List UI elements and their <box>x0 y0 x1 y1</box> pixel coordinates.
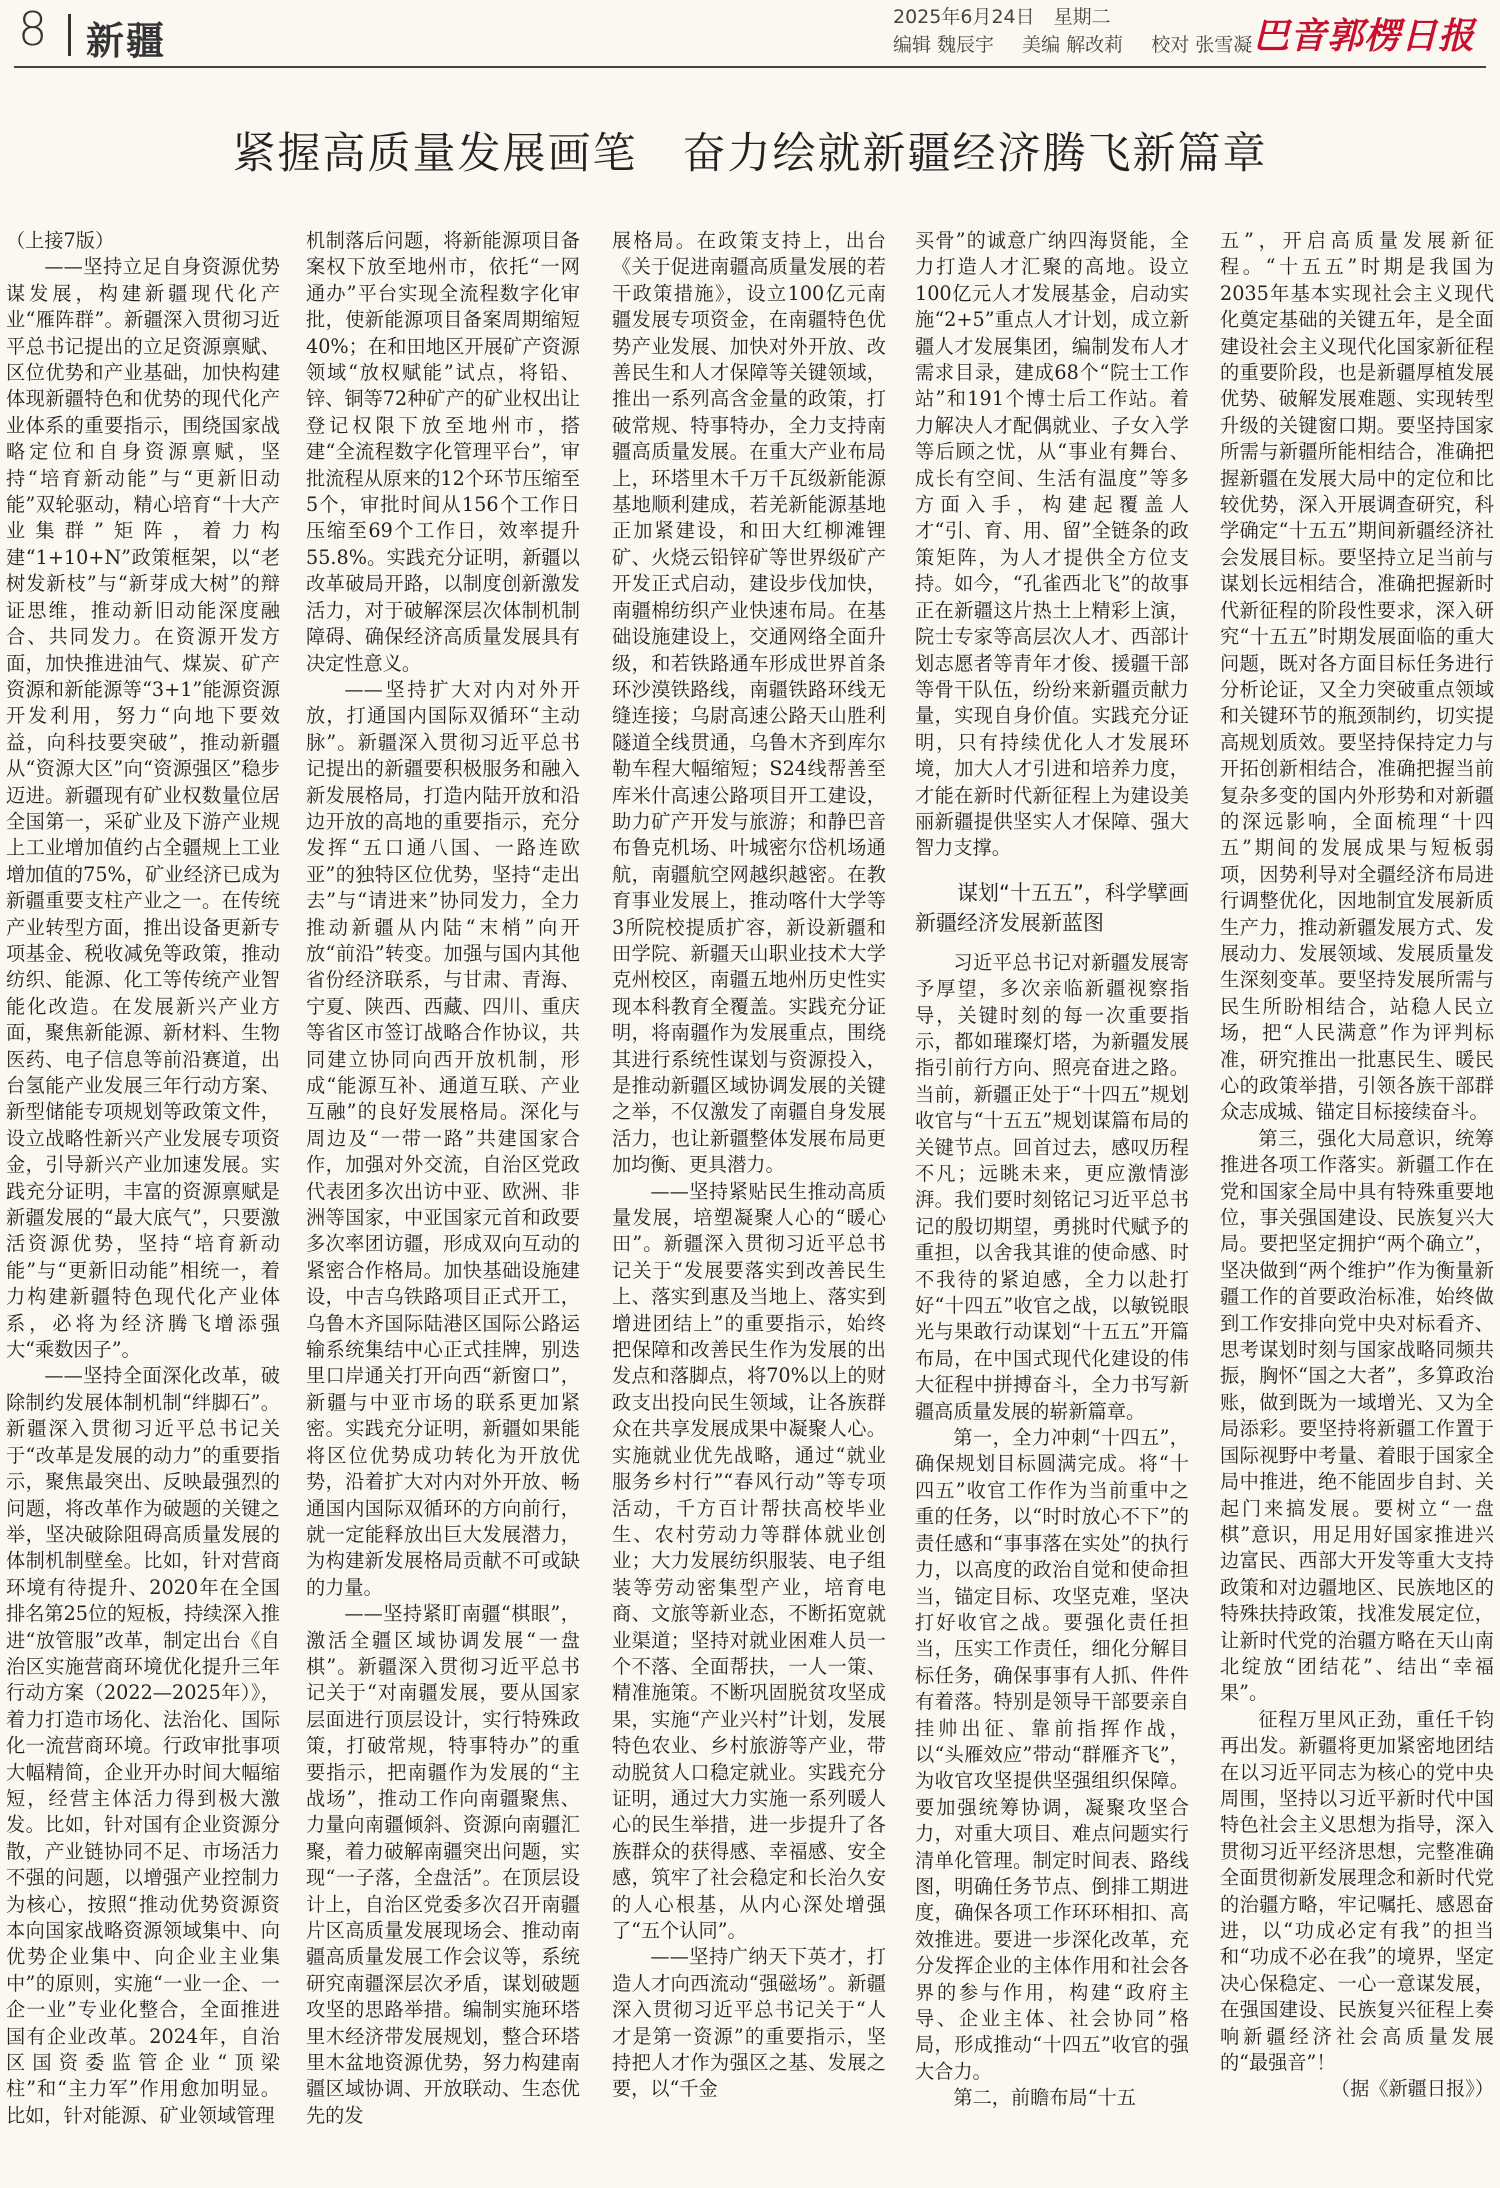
article-column-3 <box>612 228 886 2188</box>
publication-date: 2025年6月24日 星期二 <box>893 6 1111 28</box>
paragraph: ——坚持紧盯南疆“棋眼”，激活全疆区域协调发展“一盘棋”。新疆深入贯彻习近平总书记关于“对南疆发展，要从国家层面进行顶层设计，实行特殊政策，打破常规，特事特办”的重要指示，把南疆作为发展的“主战场”，推动工作向南疆聚焦、力量向南疆倾斜、资源向南疆汇聚，着力破解南疆突出问题，实现“一子落，全盘活”。在顶层设计上，自治区党委多次召开南疆片区高质量发展现场会、推动南疆高质量发展工作会议等，系统研究南疆深层次矛盾，谋划破题攻坚的思路举措。编制实施环塔里木经济带发展规划，整合环塔里木盆地资源优势，努力构建南疆区域协调、开放联动、生态优先的发 <box>306 1602 580 2127</box>
paragraph: ——坚持全面深化改革，破除制约发展体制机制“绊脚石”。新疆深入贯彻习近平总书记关于“改革是发展的动力”的重要指示，聚焦最突出、反映最强烈的问题，将改革作为破题的关键之举，坚决破除阻碍高质量发展的体制机制壁垒。比如，针对营商环境有待提升、2020年在全国排名第25位的短板，持续深入推进“放管服”改革，制定出台《自治区实施营商环境优化提升三年行动方案（2022—2025年）》，着力打造市场化、法治化、国际化一流营商环境。行政审批事项大幅精简，企业开办时间大幅缩短，经营主体活力得到极大激发。比如，针对国有企业资源分散，产业链协同不足、市场活力不强的问题，以增强产业控制力为核心，按照“推动优势资源资本向国家战略资源领域集中、向优势企业集中、向企业主业集中”的原则，实施“一业一企、一企一业”专业化整合，全面推进国有企业改革。2024年，自治区国资委监管企业“顶梁柱”和“主力军”作用愈加明显。比如，针对能源、矿业领域管理 <box>6 1364 280 2127</box>
source-credit: （据《新疆日报》） <box>1330 2077 1494 2101</box>
newspaper-logo: 巴音郭楞日报 <box>1253 15 1476 57</box>
article-column-2 <box>306 228 580 2188</box>
page-header <box>0 0 1500 70</box>
paragraph: 五”，开启高质量发展新征程。“十五五”时期是我国为2035年基本实现社会主义现代化奠定基础的关键五年，是全面建设社会主义现代化国家新征程的重要阶段，也是新疆厚植发展优势、破解发展难题、实现转型升级的关键窗口期。要坚持国家所需与新疆所能相结合，准确把握新疆在发展大局中的定位和比较优势，深入开展调查研究，科学确定“十五五”期间新疆经济社会发展目标。要坚持立足当前与谋划长远相结合，准确把握新时代新征程的阶段性要求，深入研究“十五五”时期发展面临的重大问题，既对各方面目标任务进行分析论证，又全力突破重点领域和关键环节的瓶颈制约，切实提高规划质效。要坚持保持定力与开拓创新相结合，准确把握当前复杂多变的国内外形势和对新疆的深远影响，全面梳理“十四五”期间的发展成果与短板弱项，因势利导对全疆经济布局进行调整优化，因地制宜发展新质生产力，推动新疆发展方式、发展动力、发展领域、发展质量发生深刻变革。要坚持发展所需与民生所盼相结合，站稳人民立场，把“人民满意”作为评判标准，研究推出一批惠民生、暖民心的政策举措，引领各族干部群众志成城、锚定目标接续奋斗。 <box>1220 229 1494 1124</box>
header-rule <box>14 66 1486 68</box>
paragraph: ——坚持扩大对内对外开放，打通国内国际双循环“主动脉”。新疆深入贯彻习近平总书记提出的新疆要积极服务和融入新发展格局，打造内陆开放和沿边开放的高地的重要指示，充分发挥“五口通八国、一路连欧亚”的独特区位优势，坚持“走出去”与“请进来”协同发力，全力推动新疆从内陆“末梢”向开放“前沿”转变。加强与国内其他省份经济联系，与甘肃、青海、宁夏、陕西、西藏、四川、重庆等省区市签订战略合作协议，共同建立协同向西开放机制，形成“能源互补、通道互联、产业互融”的良好发展格局。深化与周边及“一带一路”共建国家合作，加强对外交流，自治区党政代表团多次出访中亚、欧洲、非洲等国家，中亚国家元首和政要多次率团访疆，形成双向互动的紧密合作格局。加快基础设施建设，中吉乌铁路项目正式开工，乌鲁木齐国际陆港区国际公路运输系统集结中心正式挂牌，别迭里口岸通关打开向西“新窗口”，新疆与中亚市场的联系更加紧密。实践充分证明，新疆如果能将区位优势成功转化为开放优势，沿着扩大对内对外开放、畅通国内国际双循环的方向前行，就一定能释放出巨大发展潜力，为构建新发展格局贡献不可或缺的力量。 <box>306 677 580 1599</box>
section-title: 新疆 <box>86 19 167 63</box>
page-number: 8 <box>18 2 48 56</box>
article-headline: 紧握高质量发展画笔 奋力绘就新疆经济腾飞新篇章 <box>232 129 1268 179</box>
article-column-4 <box>915 228 1189 2188</box>
editor-credit: 编辑 魏辰宇 <box>893 34 995 56</box>
paragraph: 第一，全力冲刺“十四五”，确保规划目标圆满完成。将“十四五”收官工作作为当前重中之重的任务，以“时时放心不下”的责任感和“事事落在实处”的执行力，以高度的政治自觉和使命担当，锚定目标、攻坚克难，坚决打好收官之战。要强化责任担当，压实工作责任，细化分解目标任务，确保事事有人抓、件件有着落。特别是领导干部要亲自挂帅出征、靠前指挥作战，以“头雁效应”带动“群雁齐飞”，为收官攻坚提供坚强组织保障。要加强统筹协调，凝聚攻坚合力，对重大项目、难点问题实行清单化管理。制定时间表、路线图，明确任务节点、倒排工期进度，确保各项工作环环相扣、高效推进。要进一步深化改革，充分发挥企业的主体作用和社会各界的参与作用，构建“政府主导、企业主体、社会协同”格局，形成推动“十四五”收官的强大合力。 <box>915 1426 1189 2083</box>
paragraph: 征程万里风正劲，重任千钧再出发。新疆将更加紧密地团结在以习近平同志为核心的党中央周围，坚持以习近平新时代中国特色社会主义思想为指导，深入贯彻习近平经济思想，完整准确全面贯彻新发展理念和新时代党的治疆方略，牢记嘱托、感恩奋进，以“功成必定有我”的担当和“功成不必在我”的境界，坚定决心保稳定、一心一意谋发展，在强国建设、民族复兴征程上奏响新疆经济社会高质量发展的“最强音”！ <box>1220 1707 1494 2075</box>
paragraph: 第二，前瞻布局“十五 <box>953 2086 1136 2110</box>
article-column-5 <box>1220 228 1494 2188</box>
paragraph: ——坚持广纳天下英才，打造人才向西流动“强磁场”。新疆深入贯彻习近平总书记关于“人才是第一资源”的重要指示，坚持把人才作为强区之基、发展之要，以“千金 <box>612 1945 886 2101</box>
section-subheading: 谋划“十五五”，科学擘画新疆经济发展新蓝图 <box>915 880 1189 935</box>
article-column-1 <box>6 228 280 2188</box>
header-divider <box>68 14 71 56</box>
paragraph: ——坚持紧贴民生推动高质量发展，培塑凝聚人心的“暖心田”。新疆深入贯彻习近平总书记关于“发展要落实到改善民生上、落实到惠及当地上、落实到增进团结上”的重要指示，始终把保障和改善民生作为发展的出发点和落脚点，将70%以上的财政支出投向民生领域，让各族群众在共享发展成果中凝聚人心。实施就业优先战略，通过“就业服务乡村行”“春风行动”等专项活动，千方百计帮扶高校毕业生、农村劳动力等群体就业创业；大力发展纺织服装、电子组装等劳动密集型产业，培育电商、文旅等新业态，不断拓宽就业渠道；坚持对就业困难人员一个不落、全面帮扶，一人一策、精准施策。不断巩固脱贫攻坚成果，实施“产业兴村”计划，发展特色农业、乡村旅游等产业，带动脱贫人口稳定就业。实践充分证明，通过大力实施一系列暖人心的民生举措，进一步提升了各族群众的获得感、幸福感、安全感，筑牢了社会稳定和长治久安的人心根基，从内心深处增强了“五个认同”。 <box>612 1179 886 1942</box>
paragraph: 机制落后问题，将新能源项目备案权下放至地州市，依托“一网通办”平台实现全流程数字化审批，使新能源项目备案周期缩短40%；在和田地区开展矿产资源领域“放权赋能”试点，将铅、锌、铜等72种矿产的矿业权出让登记权限下放至地州市，搭建“全流程数字化管理平台”，审批流程从原来的12个环节压缩至5个，审批时间从156个工作日压缩至69个工作日，效率提升55.8%。实践充分证明，新疆以改革破局开路，以制度创新激发活力，对于破解深层次体制机制障碍、确保经济高质量发展具有决定性意义。 <box>306 229 580 675</box>
designer-credit: 美编 解改莉 <box>1022 34 1124 56</box>
paragraph: 买骨”的诚意广纳四海贤能，全力打造人才汇聚的高地。设立100亿元人才发展基金，启动实施“2+5”重点人才计划，成立新疆人才发展集团，编制发布人才需求目录，建成68个“院士工作站”和191个博士后工作站。着力解决人才配偶就业、子女入学等后顾之忧，从“事业有舞台、成长有空间、生活有温度”等多方面入手，构建起覆盖人才“引、育、用、留”全链条的政策矩阵，为人才提供全方位支持。如今，“孔雀西北飞”的故事正在新疆这片热土上精彩上演，院士专家等高层次人才、西部计划志愿者等青年才俊、援疆干部等骨干队伍，纷纷来新疆贡献力量，实现自身价值。实践充分证明，只有持续优化人才发展环境，加大人才引进和培养力度，才能在新时代新征程上为建设美丽新疆提供坚实人才保障、强大智力支撑。 <box>915 229 1189 860</box>
paragraph: 习近平总书记对新疆发展寄予厚望，多次亲临新疆视察指导，关键时刻的每一次重要指示，都如璀璨灯塔，为新疆发展指引前行方向、照亮奋进之路。当前，新疆正处于“十四五”规划收官与“十五五”规划谋篇布局的关键节点。回首过去，感叹历程不凡；远眺未来，更应激情澎湃。我们要时刻铭记习近平总书记的殷切期望，勇挑时代赋予的重担，以舍我其谁的使命感、时不我待的紧迫感，全力以赴打好“十四五”收官之战，以敏锐眼光与果敢行动谋划“十五五”开篇布局，在中国式现代化建设的伟大征程中拼搏奋斗，全力书写新疆高质量发展的崭新篇章。 <box>915 950 1189 1423</box>
paragraph: 第三，强化大局意识，统筹推进各项工作落实。新疆工作在党和国家全局中具有特殊重要地位，事关强国建设、民族复兴大局。要把坚定拥护“两个确立”，坚决做到“两个维护”作为衡量新疆工作的首要政治标准，始终做到工作安排向党中央对标看齐、思考谋划时刻与国家战略同频共振，胸怀“国之大者”，多算政治账，做到既为一域增光、又为全局添彩。要坚持将新疆工作置于国际视野中考量、着眼于国家全局中推进，绝不能固步自封、关起门来搞发展。要树立“一盘棋”意识，用足用好国家推进兴边富民、西部大开发等重大支持政策和对边疆地区、民族地区的特殊扶持政策，找准发展定位，让新时代党的治疆方略在天山南北绽放“团结花”、结出“幸福果”。 <box>1220 1126 1494 1705</box>
paragraph: ——坚持立足自身资源优势谋发展，构建新疆现代化产业“雁阵群”。新疆深入贯彻习近平总书记提出的立足资源禀赋、区位优势和产业基础，加快构建体现新疆特色和优势的现代化产业体系的重要指示，围绕国家战略定位和自身资源禀赋，坚持“培育新动能”与“更新旧动能”双轮驱动，精心培育“十大产业集群”矩阵，着力构建“1+10+N”政策框架，以“老树发新枝”与“新芽成大树”的辩证思维，推动新旧动能深度融合、共同发力。在资源开发方面，加快推进油气、煤炭、矿产资源和新能源等“3+1”能源资源开发利用，努力“向地下要效益，向科技要突破”，推动新疆从“资源大区”向“资源强区”稳步迈进。新疆现有矿业权数量位居全国第一，采矿业及下游产业规上工业增加值约占全疆规上工业增加值的75%，矿业经济已成为新疆重要支柱产业之一。在传统产业转型方面，推出设备更新专项基金、税收减免等政策，推动纺织、能源、化工等传统产业智能化改造。在发展新兴产业方面，聚焦新能源、新材料、生物医药、电子信息等前沿赛道，出台氢能产业发展三年行动方案、新型储能专项规划等政策文件，设立战略性新兴产业发展专项资金，引导新兴产业加速发展。实践充分证明，丰富的资源禀赋是新疆发展的“最大底气”，只要激活资源优势，坚持“培育新动能”与“更新旧动能”相统一，着力构建新疆特色现代化产业体系，必将为经济腾飞增添强大“乘数因子”。 <box>6 255 280 1362</box>
continued-from-note: （上接7版） <box>6 229 115 252</box>
proofreader-credit: 校对 张雪凝 <box>1151 34 1253 56</box>
staff-credits <box>893 30 1274 57</box>
paragraph: 展格局。在政策支持上，出台《关于促进南疆高质量发展的若干政策措施》，设立100亿元南疆发展专项资金，在南疆特色优势产业发展、加快对外开放、改善民生和人才保障等关键领域，推出一系列高含金量的政策，打破常规、特事特办，全力支持南疆高质量发展。在重大产业布局上，环塔里木千万千瓦级新能源基地顺利建成，若羌新能源基地正加紧建设，和田大红柳滩锂矿、火烧云铅锌矿等世界级矿产开发正式启动，建设步伐加快，南疆棉纺织产业快速布局。在基础设施建设上，交通网络全面升级，和若铁路通车形成世界首条环沙漠铁路线，南疆铁路环线无缝连接；乌尉高速公路天山胜利隧道全线贯通，乌鲁木齐到库尔勒车程大幅缩短；S24线帮善至库米什高速公路项目开工建设，助力矿产开发与旅游；和静巴音布鲁克机场、叶城密尔岱机场通航，南疆航空网越织越密。在教育事业发展上，推动喀什大学等3所院校提质扩容，新设新疆和田学院、新疆天山职业技术大学克州校区，南疆五地州历史性实现本科教育全覆盖。实践充分证明，将南疆作为发展重点，围绕其进行系统性谋划与资源投入，是推动新疆区域协调发展的关键之举，不仅激发了南疆自身发展活力，也让新疆整体发展布局更加均衡、更具潜力。 <box>612 229 886 1177</box>
